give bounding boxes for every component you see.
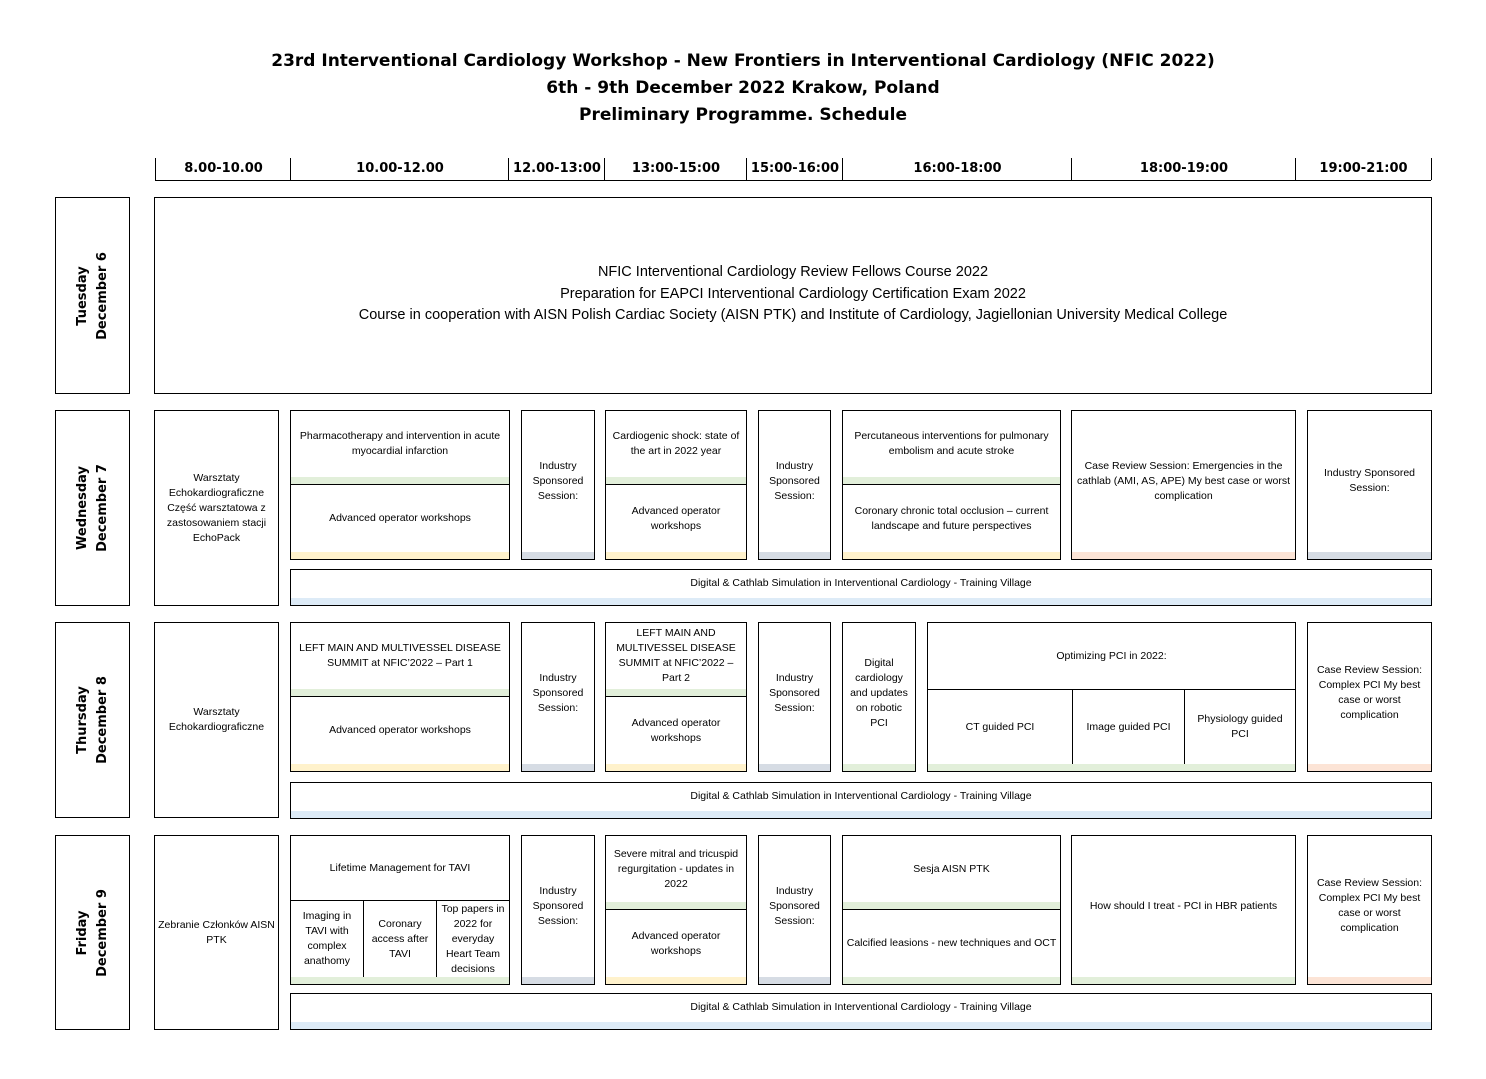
wed-session-3 [842, 410, 1061, 560]
industry-text: Industry Sponsored Session: [1323, 467, 1416, 494]
wed-echo-workshop: Warsztaty Echokardiograficzne Część warsztatowa z zastosowaniem stacji EchoPack [154, 410, 279, 606]
page-title [0, 48, 1486, 129]
fri-industry-2 [758, 835, 831, 985]
day-name: Tuesday [74, 265, 90, 326]
band [1308, 977, 1431, 984]
band [928, 764, 1295, 771]
hbr-text: How should I treat - PCI in HBR patients [1089, 899, 1278, 912]
thu-session-2-bottom: Advanced operator workshops [631, 716, 721, 744]
day-date: December 8 [94, 676, 110, 764]
village-text: Digital & Cathlab Simulation in Interventional Cardiology - Training Village [690, 789, 1032, 802]
thu-session-2 [605, 622, 747, 772]
physiology-guided-pci: Physiology guided PCI [1197, 713, 1283, 740]
title-line-1: 23rd Interventional Cardiology Workshop - New Frontiers in Interventional Cardiology (NFIC 2022) [271, 51, 1215, 71]
band [291, 598, 1431, 605]
band [606, 764, 746, 771]
day-name: Friday [74, 909, 90, 956]
wed-session-2-bottom: Advanced operator workshops [631, 504, 721, 532]
thu-session-1 [290, 622, 510, 772]
industry-text: Industry Sponsored Session: [532, 671, 584, 714]
course-line-1: NFIC Interventional Cardiology Review Fellows Course 2022 [597, 264, 989, 280]
timeslot-6: 16:00-18:00 [842, 158, 1072, 180]
day-date: December 9 [94, 888, 110, 977]
fri-session-1 [290, 835, 510, 985]
band [1072, 977, 1295, 984]
band [759, 764, 830, 771]
wed-session-1 [290, 410, 510, 560]
fri-session-2-bottom: Advanced operator workshops [631, 929, 721, 957]
band [291, 477, 509, 484]
day-name: Thursday [74, 686, 90, 754]
top-papers: Top papers in 2022 for everyday Heart Team decisions [441, 902, 505, 975]
thu-session-1-bottom: Advanced operator workshops [329, 724, 471, 736]
band [1308, 552, 1431, 559]
wed-industry-3 [1307, 410, 1432, 560]
wed-session-3-top: Percutaneous interventions for pulmonary embolism and acute stroke [854, 430, 1049, 457]
ct-guided-pci: CT guided PCI [965, 720, 1035, 733]
band [291, 811, 1431, 818]
timeslot-1: 8.00-10.00 [155, 158, 291, 180]
industry-text: Industry Sponsored Session: [769, 459, 820, 502]
band [606, 552, 746, 559]
band [1072, 552, 1295, 559]
optimizing-pci-title: Optimizing PCI in 2022: [1056, 649, 1167, 662]
wed-session-3-bottom: Coronary chronic total occlusion – current landscape and future perspectives [854, 504, 1049, 532]
band [522, 552, 594, 559]
day-label-wednesday [55, 410, 130, 606]
timeslot-header [155, 158, 1431, 181]
band [291, 764, 509, 771]
industry-text: Industry Sponsored Session: [532, 884, 584, 927]
industry-text: Industry Sponsored Session: [532, 459, 584, 502]
band [291, 1022, 1431, 1029]
band [843, 764, 915, 771]
thu-industry-1 [521, 622, 595, 772]
thu-training-village [290, 782, 1432, 819]
band [606, 977, 746, 984]
fri-session-3-top: Sesja AISN PTK [913, 862, 990, 875]
band [843, 977, 1060, 984]
wed-session-2 [605, 410, 747, 560]
industry-text: Industry Sponsored Session: [769, 671, 820, 714]
band [606, 902, 746, 909]
thu-digital-cardiology [842, 622, 916, 772]
timeslot-5: 15:00-16:00 [746, 158, 843, 180]
fri-members-meeting: Zebranie Członków AISN PTK [154, 835, 279, 1030]
day-date: December 7 [94, 464, 110, 552]
day-date: December 6 [94, 251, 110, 340]
band [843, 477, 1060, 484]
band [606, 689, 746, 696]
tuesday-course-text [155, 262, 1431, 327]
image-guided-pci: Image guided PCI [1086, 720, 1171, 733]
thu-echo-workshop: Warsztaty Echokardiograficzne [154, 622, 279, 818]
band [1308, 764, 1431, 771]
course-line-2: Preparation for EAPCI Interventional Cardiology Certification Exam 2022 [560, 285, 1026, 302]
village-text: Digital & Cathlab Simulation in Interventional Cardiology - Training Village [690, 576, 1032, 589]
band [843, 552, 1060, 559]
fri-session-2 [605, 835, 747, 985]
fri-session-2-top: Severe mitral and tricuspid regurgitation - updates in 2022 [613, 847, 739, 890]
timeslot-2: 10.00-12.00 [290, 158, 509, 180]
digital-text: Digital cardiology and updates on robotic PCI [850, 656, 908, 729]
timeslot-3: 12.00-13:00 [508, 158, 605, 180]
title-line-3: Preliminary Programme. Schedule [579, 105, 907, 125]
day-label-thursday [55, 622, 130, 818]
fri-session-1-top: Lifetime Management for TAVI [329, 861, 471, 874]
case-review-text: Case Review Session: Emergencies in the cathlab (AMI, AS, APE) My best case or worst complication [1077, 459, 1290, 502]
thu-optimizing-pci [927, 622, 1296, 772]
fri-session-3 [842, 835, 1061, 985]
band [606, 477, 746, 484]
day-label-tuesday [55, 197, 130, 394]
wed-session-1-bottom: Advanced operator workshops [329, 512, 471, 524]
course-line-3: Course in cooperation with AISN Polish Cardiac Society (AISN PTK) and Institute of Cardiology, Jagiellonian University Medical College [358, 307, 1228, 323]
timeslot-4: 13:00-15:00 [604, 158, 747, 180]
day-label-friday [55, 835, 130, 1030]
fri-training-village [290, 993, 1432, 1030]
wed-session-2-top: Cardiogenic shock: state of the art in 2022 year [612, 430, 740, 457]
timeslot-7: 18:00-19:00 [1071, 158, 1296, 180]
band [759, 552, 830, 559]
thu-industry-2 [758, 622, 831, 772]
wed-industry-2 [758, 410, 831, 560]
wed-industry-1 [521, 410, 595, 560]
band [291, 552, 509, 559]
band [522, 977, 594, 984]
wed-session-1-top: Pharmacotherapy and intervention in acute myocardial infarction [299, 430, 501, 457]
thu-session-2-top: LEFT MAIN AND MULTIVESSEL DISEASE SUMMIT at NFIC’2022 – Part 2 [616, 627, 736, 684]
coronary-access: Coronary access after TAVI [371, 917, 429, 960]
fri-hbr-session [1071, 835, 1296, 985]
imaging-in-tavi: Imaging in TAVI with complex anathomy [302, 910, 352, 967]
fri-industry-1 [521, 835, 595, 985]
industry-text: Industry Sponsored Session: [769, 884, 820, 927]
fri-session-3-bottom: Calcified leasions - new techniques and OCT [846, 937, 1057, 949]
band [291, 977, 509, 984]
wed-training-village [290, 569, 1432, 606]
band [291, 689, 509, 696]
wed-case-review [1071, 410, 1296, 560]
case-review-text: Case Review Session: Complex PCI My best case or worst complication [1316, 664, 1423, 721]
thu-session-1-top: LEFT MAIN AND MULTIVESSEL DISEASE SUMMIT at NFIC’2022 – Part 1 [299, 642, 501, 669]
fri-case-review [1307, 835, 1432, 985]
band [843, 902, 1060, 909]
band [759, 977, 830, 984]
band [522, 764, 594, 771]
title-line-2: 6th - 9th December 2022 Krakow, Poland [546, 78, 940, 98]
case-review-text: Case Review Session: Complex PCI My best case or worst complication [1316, 877, 1423, 934]
village-text: Digital & Cathlab Simulation in Interventional Cardiology - Training Village [690, 1000, 1032, 1013]
timeslot-8: 19:00-21:00 [1295, 158, 1432, 180]
thu-case-review [1307, 622, 1432, 772]
day-name: Wednesday [74, 466, 90, 550]
